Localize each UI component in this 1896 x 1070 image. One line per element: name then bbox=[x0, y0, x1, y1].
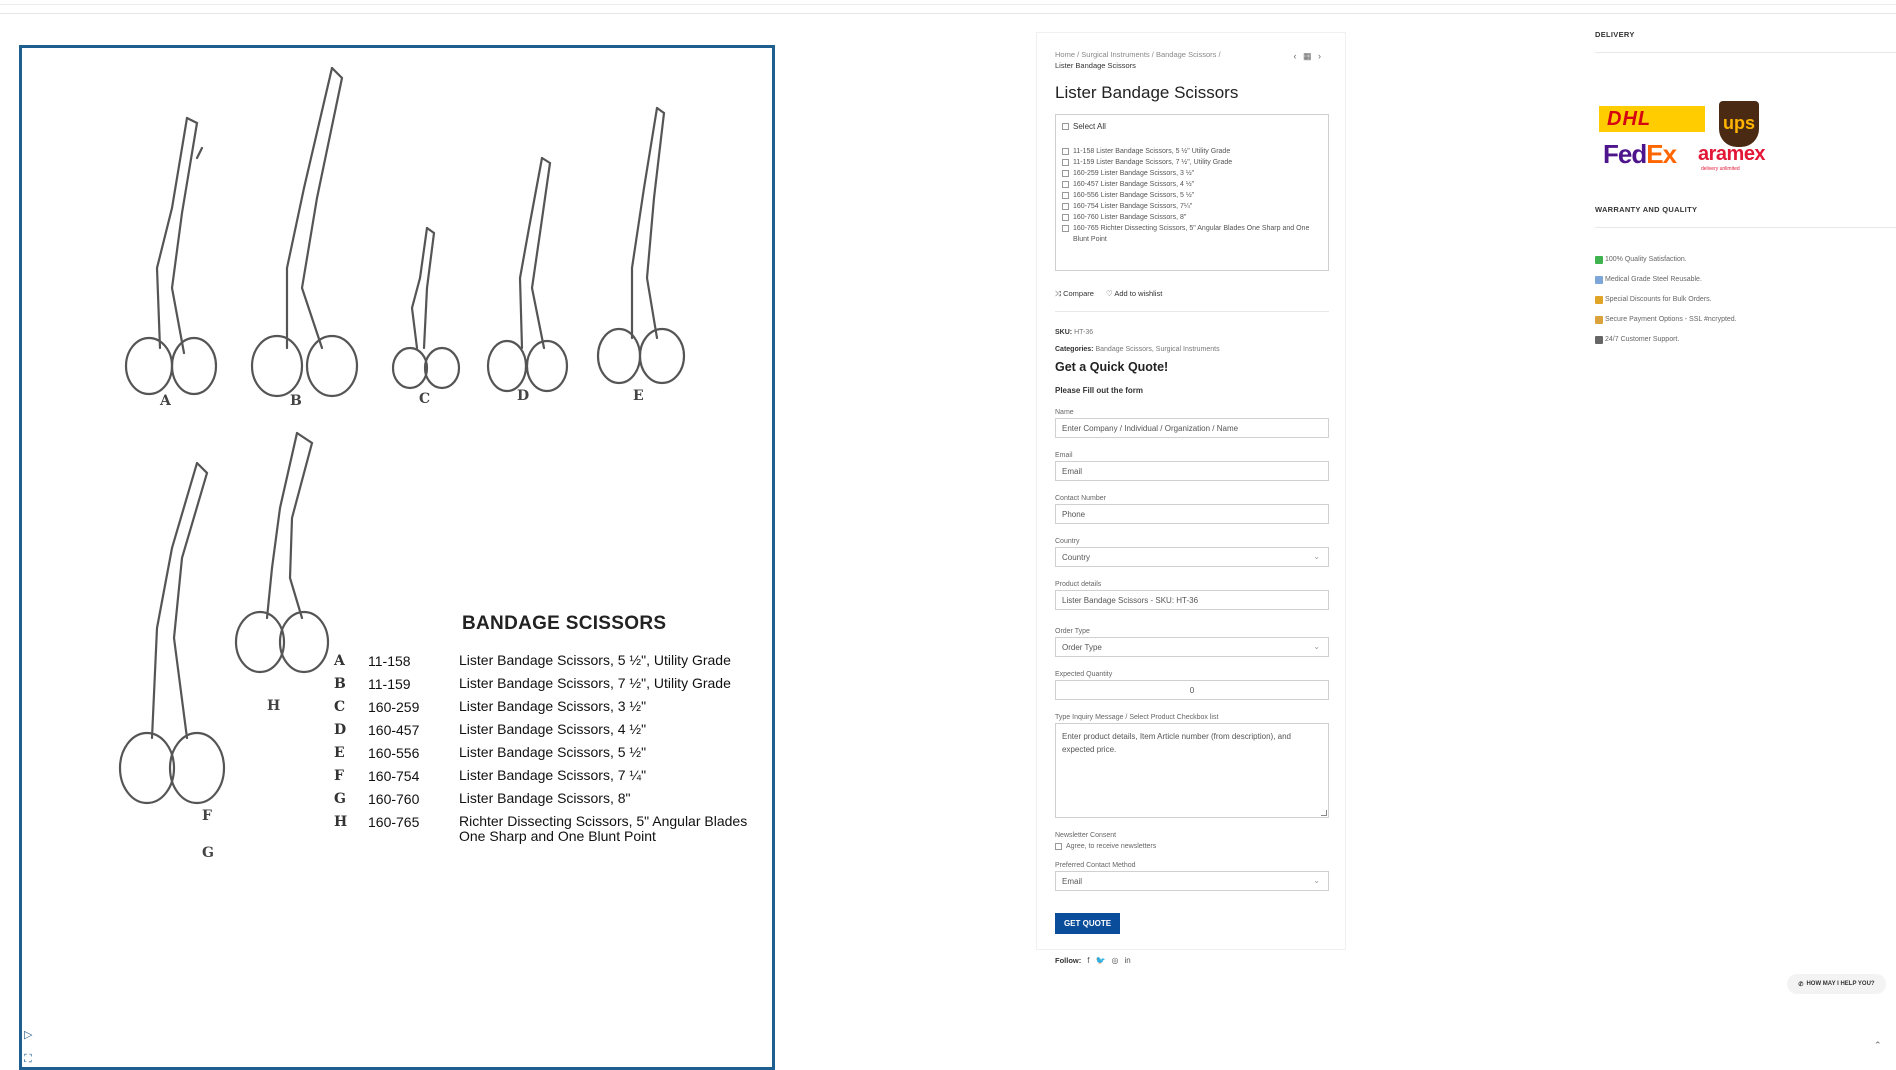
instagram-icon[interactable]: ◎ bbox=[1111, 956, 1119, 965]
select-all-label: Select All bbox=[1073, 122, 1106, 131]
row-desc: Lister Bandage Scissors, 5 ½", Utility Grade bbox=[459, 652, 731, 668]
order-label: Order Type bbox=[1055, 628, 1090, 635]
product-option[interactable] bbox=[1062, 168, 1322, 179]
row-letter: H bbox=[334, 814, 348, 830]
courier-logos bbox=[1595, 53, 1896, 172]
checkbox-icon[interactable] bbox=[1062, 159, 1069, 166]
zoom-icon[interactable]: ⛶ bbox=[24, 1053, 32, 1065]
row-letter: A bbox=[334, 653, 345, 669]
breadcrumb-sep: / bbox=[1218, 50, 1221, 59]
warranty-text: 24/7 Customer Support. bbox=[1605, 336, 1680, 343]
checkbox-icon[interactable] bbox=[1062, 148, 1069, 155]
checkbox-icon[interactable] bbox=[1062, 203, 1069, 210]
details-field-group bbox=[1055, 581, 1327, 610]
follow-label: Follow: bbox=[1055, 956, 1082, 965]
aramex-logo: aramex bbox=[1698, 143, 1766, 165]
warranty-item bbox=[1595, 270, 1896, 290]
product-option[interactable] bbox=[1062, 212, 1322, 223]
breadcrumb bbox=[1055, 49, 1255, 71]
product-title: Lister Bandage Scissors bbox=[1055, 83, 1239, 102]
quote-title: Get a Quick Quote! bbox=[1055, 360, 1169, 374]
warranty-text: Secure Payment Options - SSL #ncrypted. bbox=[1605, 316, 1737, 323]
ups-text: ups bbox=[1723, 113, 1756, 133]
product-option[interactable] bbox=[1062, 223, 1322, 245]
email-field-group bbox=[1055, 452, 1327, 481]
checkbox-icon[interactable] bbox=[1062, 181, 1069, 188]
product-image[interactable] bbox=[19, 45, 775, 1070]
row-code: 160-754 bbox=[368, 768, 420, 784]
row-letter: F bbox=[334, 768, 344, 784]
country-value: Country bbox=[1062, 553, 1091, 562]
warranty-text: Special Discounts for Bulk Orders. bbox=[1605, 296, 1712, 303]
newsletter-consent bbox=[1055, 832, 1327, 850]
product-checkbox-list bbox=[1055, 114, 1329, 271]
compare-label: Compare bbox=[1063, 289, 1094, 298]
quantity-input[interactable]: 0 bbox=[1055, 680, 1329, 700]
warranty-heading: WARRANTY AND QUALITY bbox=[1595, 205, 1896, 228]
product-option[interactable] bbox=[1062, 157, 1322, 168]
breadcrumb-surgical[interactable]: Surgical Instruments bbox=[1081, 50, 1150, 59]
details-label: Product details bbox=[1055, 581, 1102, 588]
money-icon bbox=[1595, 296, 1603, 304]
row-desc: Lister Bandage Scissors, 7 ¼" bbox=[459, 767, 647, 783]
product-summary bbox=[1036, 32, 1346, 965]
product-meta bbox=[1055, 324, 1327, 358]
message-textarea[interactable] bbox=[1055, 723, 1329, 818]
checkbox-icon[interactable] bbox=[1062, 170, 1069, 177]
contact-field-group bbox=[1055, 862, 1327, 891]
warranty-list bbox=[1595, 250, 1896, 350]
order-value: Order Type bbox=[1062, 643, 1102, 652]
fedex-text-a: Fed bbox=[1603, 139, 1647, 169]
contact-label: Preferred Contact Method bbox=[1055, 862, 1136, 869]
figure-label-d: D bbox=[517, 388, 530, 404]
row-code: 11-158 bbox=[368, 653, 411, 669]
name-label: Name bbox=[1055, 409, 1074, 416]
row-desc: Lister Bandage Scissors, 7 ½", Utility Grade bbox=[459, 675, 731, 691]
figure-label-c: C bbox=[419, 391, 431, 407]
product-actions bbox=[1055, 289, 1329, 312]
linkedin-icon[interactable]: in bbox=[1124, 956, 1131, 965]
wishlist-link[interactable] bbox=[1106, 289, 1162, 299]
breadcrumb-bandage[interactable]: Bandage Scissors bbox=[1155, 50, 1217, 59]
back-to-top-icon[interactable]: ⌃ bbox=[1874, 1040, 1882, 1050]
row-desc: Richter Dissecting Scissors, 5" Angular Blades One Sharp and One Blunt Point bbox=[459, 813, 748, 844]
email-label: Email bbox=[1055, 452, 1073, 459]
row-code: 11-159 bbox=[368, 676, 411, 692]
dhl-logo bbox=[1599, 106, 1705, 132]
breadcrumb-home[interactable]: Home bbox=[1055, 50, 1076, 59]
whatsapp-icon: ✆ bbox=[1798, 981, 1804, 988]
consent-text: Agree, to receive newsletters bbox=[1066, 843, 1157, 850]
checkbox-icon[interactable] bbox=[1055, 843, 1062, 850]
phone-icon bbox=[1595, 336, 1603, 344]
row-code: 160-457 bbox=[368, 722, 420, 738]
message-field-group bbox=[1055, 714, 1327, 818]
shuffle-icon: ⤨ bbox=[1055, 289, 1061, 298]
product-option[interactable] bbox=[1062, 146, 1322, 157]
option-label: 160-765 Richter Dissecting Scissors, 5" Angular Blades One Sharp and One Blunt Point bbox=[1073, 225, 1310, 243]
country-label: Country bbox=[1055, 538, 1080, 545]
top-bar bbox=[0, 0, 1896, 14]
figure-label-b: B bbox=[290, 393, 302, 409]
chevron-down-icon: ⌄ bbox=[1313, 642, 1320, 651]
order-type-select[interactable] bbox=[1055, 637, 1329, 657]
country-field-group bbox=[1055, 538, 1327, 567]
sidebar bbox=[1595, 30, 1896, 350]
chevron-down-icon: ⌄ bbox=[1313, 552, 1320, 561]
checkbox-icon[interactable] bbox=[1062, 214, 1069, 221]
warranty-text: 100% Quality Satisfaction. bbox=[1605, 256, 1687, 263]
email-input[interactable]: Email bbox=[1055, 461, 1329, 481]
row-desc: Lister Bandage Scissors, 4 ½" bbox=[459, 721, 647, 737]
qty-field-group bbox=[1055, 671, 1327, 700]
chevron-down-icon: ⌄ bbox=[1313, 876, 1320, 885]
row-desc: Lister Bandage Scissors, 3 ½" bbox=[459, 698, 647, 714]
checkbox-icon[interactable] bbox=[1062, 123, 1069, 130]
delivery-heading: DELIVERY bbox=[1595, 30, 1896, 53]
details-input[interactable]: Lister Bandage Scissors - SKU: HT-36 bbox=[1055, 590, 1329, 610]
row-code: 160-760 bbox=[368, 791, 420, 807]
sku-label: SKU: bbox=[1055, 329, 1073, 336]
heart-icon: ♡ bbox=[1105, 289, 1113, 298]
option-label: 160-259 Lister Bandage Scissors, 3 ½" bbox=[1073, 170, 1195, 177]
phone-label: Contact Number bbox=[1055, 495, 1106, 502]
fedex-logo bbox=[1603, 139, 1676, 170]
name-field-group bbox=[1055, 409, 1327, 438]
scissors-illustration bbox=[22, 48, 775, 1070]
warranty-item bbox=[1595, 290, 1896, 310]
warranty-text: Medical Grade Steel Reusable. bbox=[1605, 276, 1702, 283]
row-code: 160-556 bbox=[368, 745, 420, 761]
product-option[interactable] bbox=[1062, 179, 1322, 190]
sku-value: HT-36 bbox=[1074, 329, 1094, 336]
consent-checkbox[interactable] bbox=[1055, 843, 1327, 850]
fedex-text-b: Ex bbox=[1646, 139, 1677, 169]
ups-logo bbox=[1719, 101, 1759, 147]
compare-link[interactable] bbox=[1055, 289, 1094, 299]
warranty-item bbox=[1595, 250, 1896, 270]
checkbox-icon[interactable] bbox=[1062, 225, 1069, 232]
checkbox-icon[interactable] bbox=[1062, 192, 1069, 199]
message-placeholder: Enter product details, Item Article number (from description), and expected price. bbox=[1062, 732, 1291, 754]
message-label: Type Inquiry Message / Select Product Checkbox list bbox=[1055, 714, 1219, 721]
figure-label-h: H bbox=[267, 698, 281, 714]
help-text: HOW MAY I HELP YOU? bbox=[1806, 981, 1875, 987]
row-letter: E bbox=[334, 745, 345, 761]
product-option[interactable] bbox=[1062, 201, 1322, 212]
product-option[interactable] bbox=[1062, 190, 1322, 201]
row-code: 160-259 bbox=[368, 699, 420, 715]
option-label: 160-556 Lister Bandage Scissors, 5 ½" bbox=[1073, 192, 1195, 199]
wishlist-label: Add to wishlist bbox=[1114, 289, 1163, 298]
option-label: 160-754 Lister Bandage Scissors, 7¼" bbox=[1073, 203, 1193, 210]
product-nav-icon[interactable]: ‹ ▦ › bbox=[1293, 51, 1323, 61]
figure-label-a: A bbox=[160, 393, 171, 409]
row-letter: B bbox=[334, 676, 346, 692]
hospital-icon bbox=[1595, 276, 1603, 284]
row-letter: C bbox=[334, 699, 346, 715]
figure-label-f: F bbox=[202, 808, 212, 824]
select-all-checkbox[interactable] bbox=[1062, 121, 1322, 132]
name-input[interactable]: Enter Company / Individual / Organization / Name bbox=[1055, 418, 1329, 438]
option-label: 11-158 Lister Bandage Scissors, 5 ½" Utility Grade bbox=[1073, 148, 1231, 155]
breadcrumb-sep: / bbox=[1151, 50, 1154, 59]
get-quote-button[interactable]: GET QUOTE bbox=[1055, 913, 1120, 934]
row-letter: G bbox=[334, 791, 346, 807]
qty-label: Expected Quantity bbox=[1055, 671, 1113, 678]
order-field-group bbox=[1055, 628, 1327, 657]
contact-value: Email bbox=[1062, 877, 1083, 886]
warranty-item bbox=[1595, 330, 1896, 350]
dhl-text: DHL bbox=[1607, 108, 1652, 130]
phone-input[interactable]: Phone bbox=[1055, 504, 1329, 524]
row-desc: Lister Bandage Scissors, 5 ½" bbox=[459, 744, 647, 760]
row-desc: Lister Bandage Scissors, 8" bbox=[459, 790, 631, 806]
consent-label: Newsletter Consent bbox=[1055, 832, 1117, 839]
breadcrumb-sep: / bbox=[1077, 50, 1080, 59]
image-title: BANDAGE SCISSORS bbox=[462, 613, 667, 634]
twitter-icon[interactable]: 🐦 bbox=[1095, 956, 1106, 965]
country-select[interactable] bbox=[1055, 547, 1329, 567]
lock-icon bbox=[1595, 316, 1603, 324]
check-icon bbox=[1595, 256, 1603, 264]
figure-label-g: G bbox=[202, 845, 214, 861]
quote-subtitle: Please Fill out the form bbox=[1055, 386, 1144, 395]
option-label: 11-159 Lister Bandage Scissors, 7 ½", Utility Grade bbox=[1073, 159, 1233, 166]
contact-method-select[interactable] bbox=[1055, 871, 1329, 891]
row-letter: D bbox=[334, 722, 347, 738]
warranty-item bbox=[1595, 310, 1896, 330]
option-label: 160-457 Lister Bandage Scissors, 4 ½" bbox=[1073, 181, 1195, 188]
resize-handle-icon[interactable] bbox=[1321, 810, 1327, 816]
phone-field-group bbox=[1055, 495, 1327, 524]
categories-value[interactable]: Bandage Scissors, Surgical Instruments bbox=[1095, 346, 1220, 353]
social-follow bbox=[1055, 956, 1327, 965]
breadcrumb-current: Lister Bandage Scissors bbox=[1055, 61, 1136, 70]
figure-label-e: E bbox=[633, 388, 644, 404]
help-chat-button[interactable] bbox=[1787, 974, 1886, 994]
categories-label: Categories: bbox=[1055, 346, 1094, 353]
row-code: 160-765 bbox=[368, 814, 420, 830]
aramex-tagline: delivery unlimited bbox=[1701, 166, 1740, 172]
facebook-icon[interactable]: f bbox=[1087, 956, 1090, 965]
play-icon[interactable]: ▷ bbox=[24, 1029, 33, 1041]
option-label: 160-760 Lister Bandage Scissors, 8" bbox=[1073, 214, 1187, 221]
